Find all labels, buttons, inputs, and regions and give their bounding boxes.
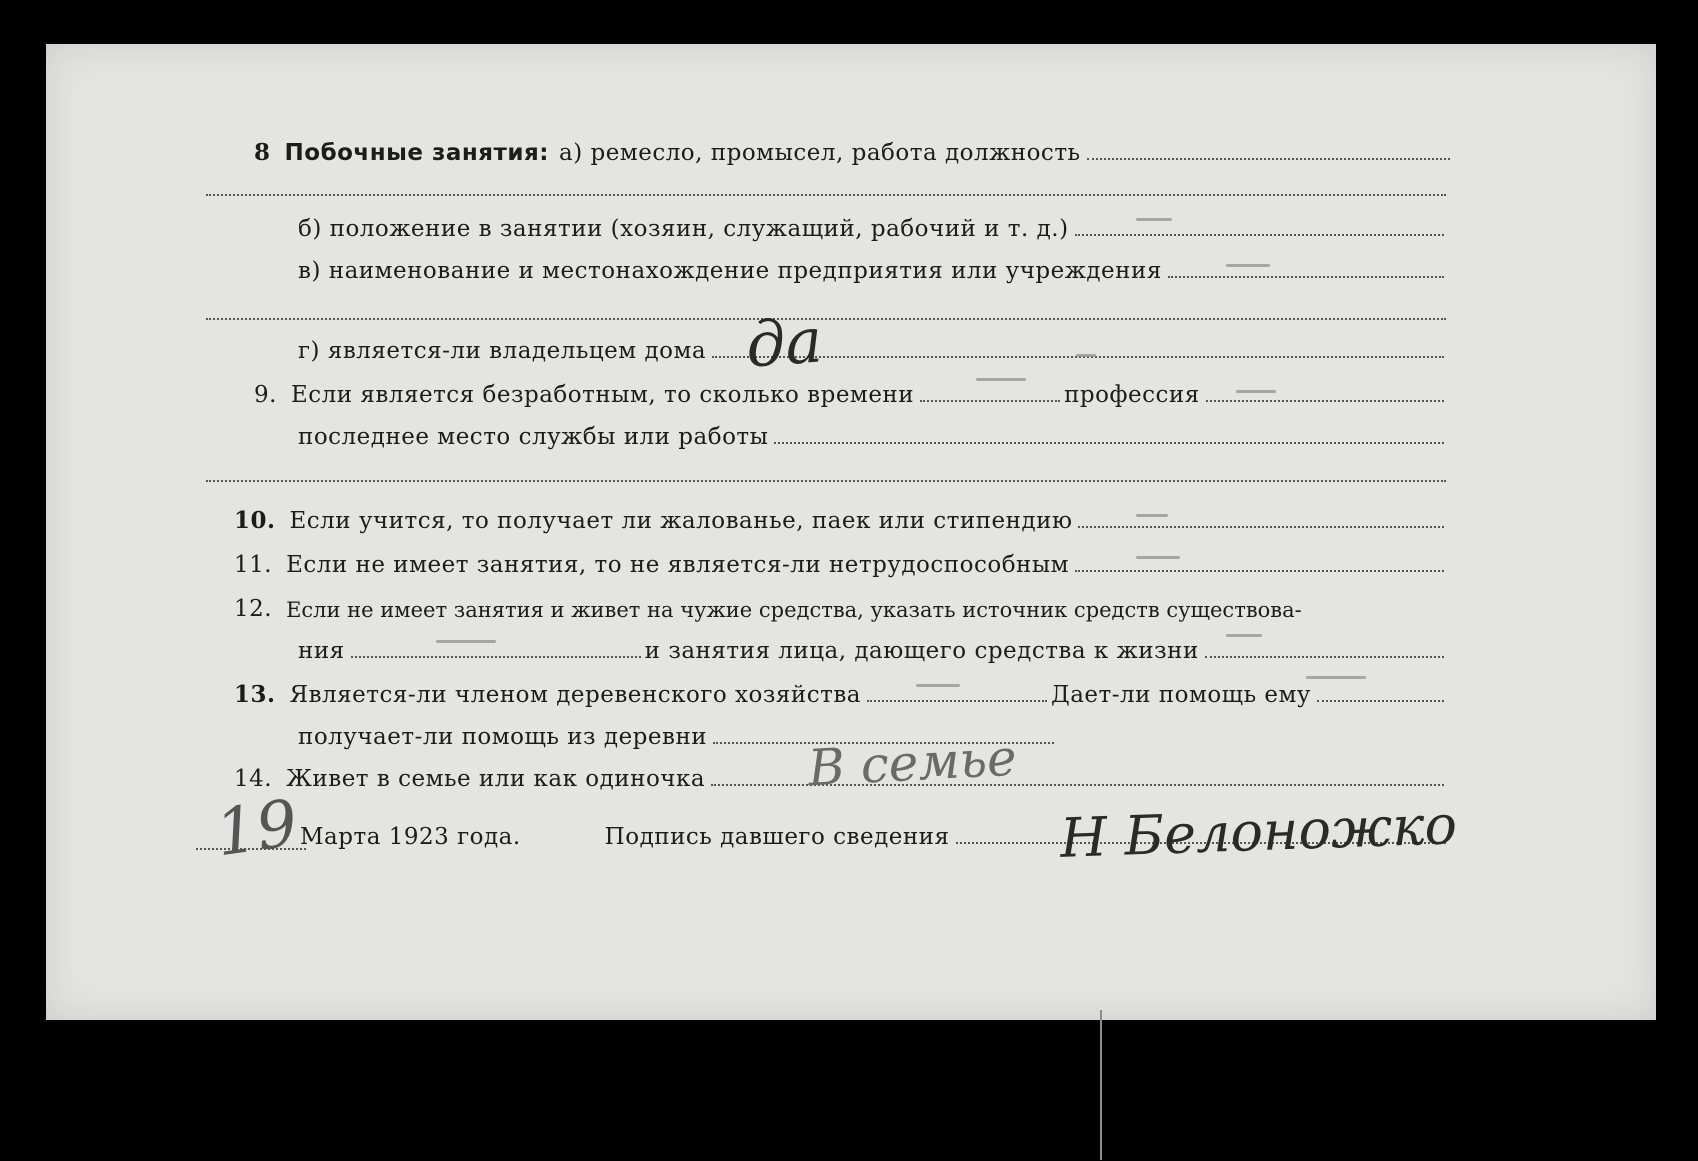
blank-dash (976, 378, 1026, 381)
q8-number: 8 (254, 139, 271, 166)
q13-line (234, 678, 1448, 708)
blank-dash (1076, 354, 1096, 357)
q12-number: 12. (234, 596, 273, 622)
q8g-text: г) является-ли владельцем дома (298, 338, 707, 364)
q8b-line (298, 212, 1448, 242)
q13-number: 13. (234, 681, 276, 708)
q12-source-field[interactable] (351, 656, 641, 658)
q8b-answer-field[interactable] (1075, 234, 1444, 236)
q8g-line (298, 334, 1448, 364)
blank-dash (916, 684, 960, 687)
footer-day-field[interactable] (196, 848, 306, 850)
q11-number: 11. (234, 552, 273, 578)
q8a-answer-field[interactable] (1087, 158, 1450, 160)
q9-last-place-line (298, 420, 1448, 450)
q12-provider-field[interactable] (1205, 656, 1444, 658)
q8-label: Побочные занятия: (284, 140, 549, 166)
q8a-continuation-field[interactable] (206, 194, 1446, 196)
q9-duration-field[interactable] (920, 400, 1060, 402)
q10-text: Если учится, то получает ли жалованье, паек или стипендию (289, 508, 1073, 534)
q8a-line (254, 136, 1454, 166)
q11-line (234, 548, 1448, 578)
q13-text: Является-ли членом деревенского хозяйства (289, 682, 861, 708)
form-card (46, 44, 1656, 1020)
q8g-handwritten-answer: да (743, 303, 825, 382)
q13-help-from-text: получает-ли помощь из деревни (298, 724, 708, 750)
q9-last-place-field[interactable] (774, 442, 1444, 444)
footer-signature-label: Подпись давшего сведения (604, 824, 950, 850)
blank-dash (1226, 264, 1270, 267)
q12-text: Если не имеет занятия и живет на чужие средства, указать источник средств существова- (286, 598, 1302, 622)
q8v-continuation-field[interactable] (206, 318, 1446, 320)
blank-dash (436, 640, 496, 643)
q9-number: 9. (254, 382, 277, 408)
blank-dash (1306, 676, 1366, 679)
q12-continuation-line (298, 634, 1448, 664)
footer-date-text: Марта 1923 года. (300, 824, 521, 850)
q8v-text: в) наименование и местонахождение предприятия или учреждения (298, 258, 1162, 284)
footer-handwritten-day: 19 (211, 786, 303, 872)
q12-cont-b: и занятия лица, дающего средства к жизни (644, 638, 1199, 664)
q9-profession-field[interactable] (1206, 400, 1444, 402)
q8a-text: а) ремесло, промысел, работа должность (558, 140, 1081, 166)
q14-text: Живет в семье или как одиночка (286, 766, 706, 792)
q8v-answer-field[interactable] (1168, 276, 1444, 278)
q11-answer-field[interactable] (1075, 570, 1444, 572)
q8b-text: б) положение в занятии (хозяин, служащий, рабочий и т. д.) (298, 216, 1069, 242)
q13-help-to-field[interactable] (1317, 700, 1444, 702)
q10-answer-field[interactable] (1078, 526, 1444, 528)
q13-member-field[interactable] (867, 700, 1047, 702)
q9-profession-label: профессия (1064, 382, 1200, 408)
blank-dash (1226, 634, 1262, 637)
q14-handwritten-answer: В семье (806, 728, 1018, 798)
q9-last-place-text: последнее место службы или работы (298, 424, 769, 450)
q10-line (234, 504, 1448, 534)
q12-line (234, 592, 1448, 622)
q9-continuation-field[interactable] (206, 480, 1446, 482)
blank-dash (1136, 514, 1168, 517)
paper-edge-line (1100, 1010, 1102, 1160)
q9-line (254, 378, 1448, 408)
q14-number: 14. (234, 766, 273, 792)
q13-help-to-label: Дает-ли помощь ему (1051, 682, 1311, 708)
footer-handwritten-signature: Н Белоножко (1059, 793, 1458, 870)
blank-dash (1236, 390, 1276, 393)
q8v-line (298, 254, 1448, 284)
blank-dash (1136, 218, 1172, 221)
q9-text: Если является безработным, то сколько времени (290, 382, 915, 408)
q11-text: Если не имеет занятия, то не является-ли нетрудоспособным (286, 552, 1070, 578)
q10-number: 10. (234, 507, 276, 534)
blank-dash (1136, 556, 1180, 559)
q12-cont-a: ния (298, 638, 345, 664)
